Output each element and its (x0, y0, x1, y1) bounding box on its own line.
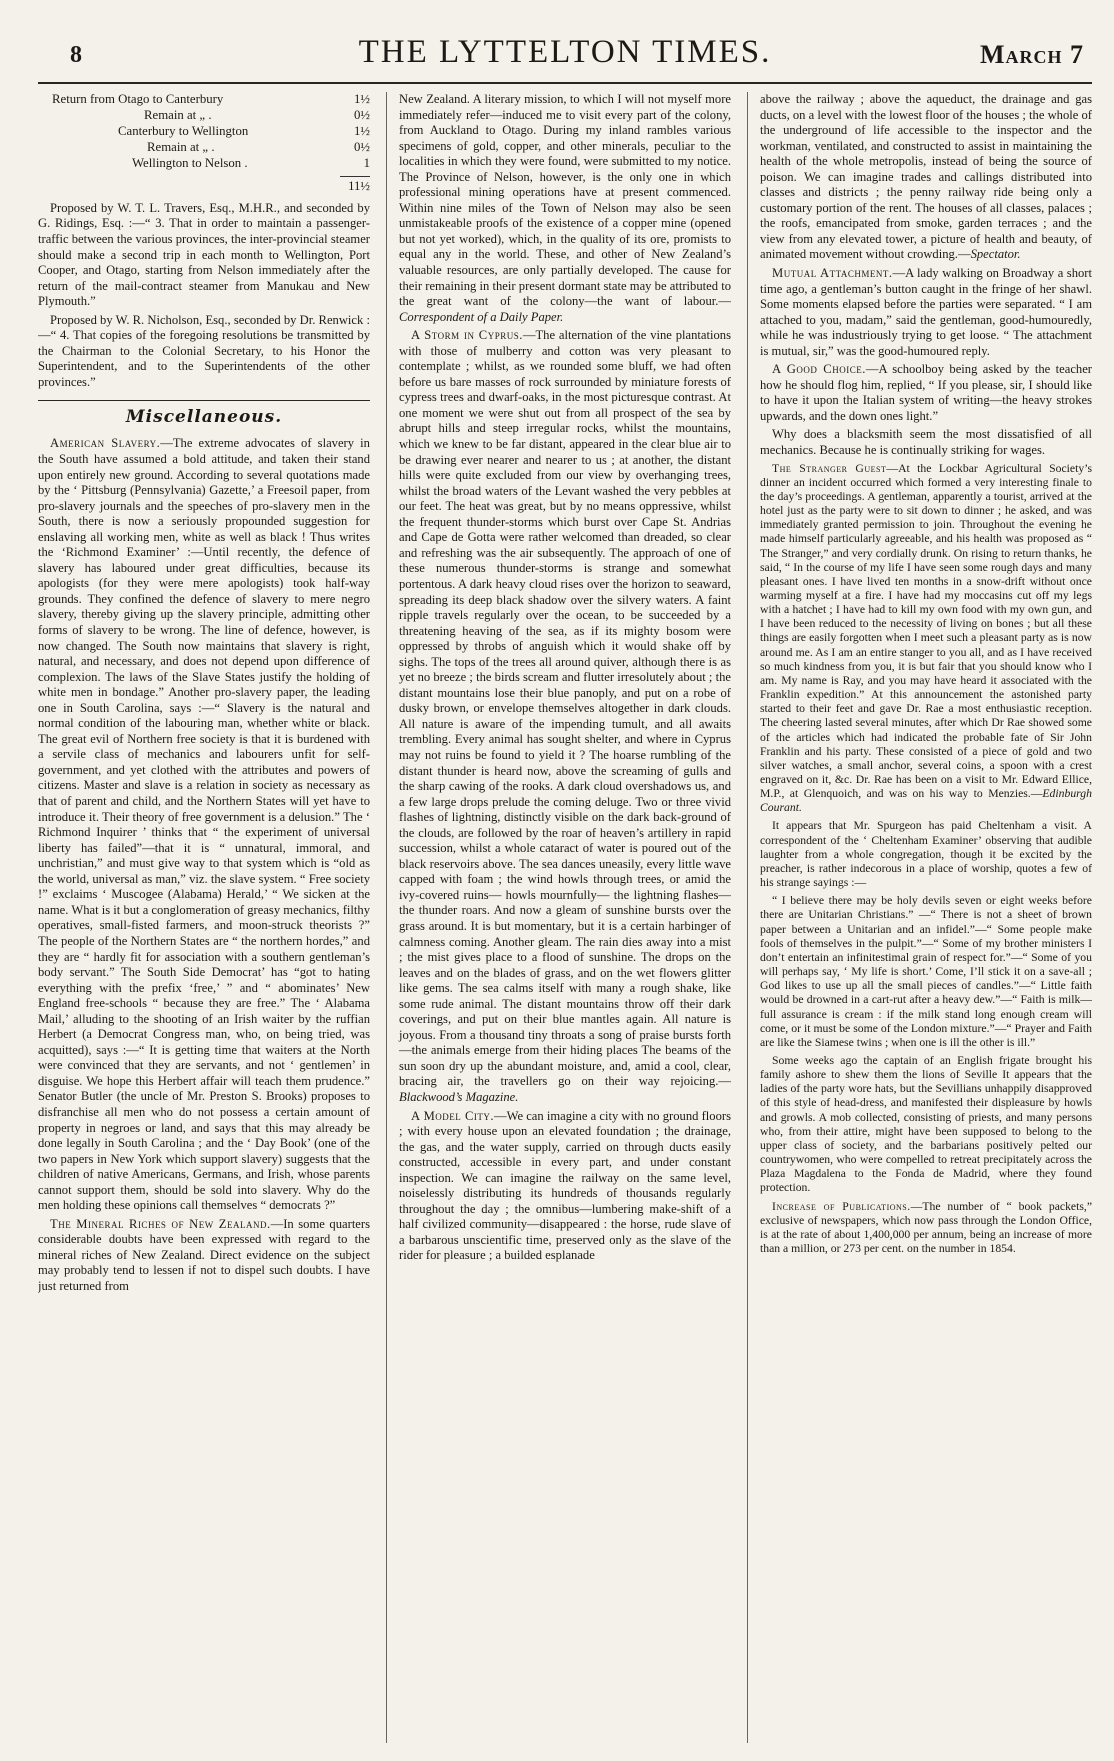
article-heading: American Slavery. (50, 436, 161, 451)
article-body: —The alternation of the vine plantations with those of mulberry and cotton was very pleasant to contemplate ; whilst, as we rounded some bluff, we had often before us bare masses of rock surrounded by miniature forests of cypress trees and dwarf-oaks, in the most picturesque contrast. At one moment we were shut out from all prospect of the sea by abrupt hills and steep irregular rocks, whilst the mountains, which we knew to be far distant, appeared in the clear blue air to be drawing ever nearer and nearer to us ; at another, the distant hills were quite excluded from our view by overhanging trees, whilst the broad waters of the Levant washed the very pebbles at our feet. The heat was great, but by no means oppressive, whilst the frequent thunder-storms which burst over Cape St. Andrias and Cape de Gotta were rather welcomed than dreaded, so clear and refreshing was the air subsequently. The approach of one of these numerous thunder-storms is strange and somewhat portentous. A dark heavy cloud rises over the horizon to seaward, spreading its deep black shadow over the silvery waters. A faint ripple travels regularly over the ocean, to be succeeded by a threatening heaving of the sea, as if its mighty bosom were oppressed by throbs of anguish which it would shake off by sighs. The tops of the trees all around quiver, although there is as yet no breeze ; the birds scream and flutter irresolutely about ; the distant mountains lose their blue panoply, and put on a robe of dusky brown, or envelope themselves altogether in dark clouds. All nature is aware of the impending tumult, and all awaits trembling. Every animal has sought shelter, and where in Cyprus may not ruins be found to yield it ? The hoarse rumbling of the distant thunder is heard now, above the screaming of gulls and the sharp cawing of the rooks. A dark cloud overshadows us, and a few large drops prelude the coming deluge. Two or three vivid flashes of lightning, distinctly visible on the dark back-ground of the clouds, are followed by the roar of heaven’s artillery in rapid succession, whilst a whole cataract of water is poured out of the black reservoirs above. The sea dances uneasily, every little wave capped with foam ; the wind howls through trees, or amid the ivy-covered ruins— howls mournfully— the lightning flashes—the thunder roars. And now a gleam of sunshine bursts over the grass around. It is but momentary, but it is a certain harbinger of calmness coming. Another gleam. The rain dies away into a mist ; the mist gives place to a flood of sunshine. The drops on the leaves and on the blades of grass, and on the wet flowers glitter like gems. The sea calms itself with many a rough shake, like some rude animal. The distant mountains throw off their dark coverings, and put on their blue mantles again. All nature is joyous. From a thousand tiny throats a song of praise bursts forth—the animals emerge from their hiding places The beams of the sun soon dry up the abundant moisture, and, amid a cool, clear, bracing air, the travellers go on their way rejoicing.— (399, 328, 731, 1089)
article-body: above the railway ; above the aqueduct, the drainage and gas ducts, on a level with the lowest floor of the houses ; the whole of the underground of life accessible to the inspector and the workman, ventilated, and constructed to assist in maintaining the health of the whole metropolis, instead of being the source of poison. We can imagine trades and callings distributed into classes and districts ; the penny railway ride being only a customary portion of the rent. The houses of all classes, palaces ; the roofs, emancipated from smoke, garden terraces ; and the view from any elevated tower, a picture of health and beauty, of animated movement without crowding.— (760, 92, 1092, 262)
article-heading: Mutual Attachment. (772, 266, 893, 281)
schedule-days: 0½ (354, 139, 370, 154)
resolution-paragraph: Proposed by W. T. L. Travers, Esq., M.H.R., and seconded by G. Ridings, Esq. :—“ 3. That in order to maintain a passenger-traffic between the various provinces, the inter-provincial steamer should make a second trip in each month to Wellington, Port Cooper, and Otago, starting from Nelson immediately after the return of the mail-contract steamer from Manukau and New Plymouth.” (38, 200, 370, 309)
article-mineral-riches-continued (399, 92, 731, 325)
column-3 (747, 92, 1092, 1743)
article-storm-in-cyprus (399, 328, 731, 1105)
schedule-label: Return from Otago to Canterbury (52, 92, 224, 106)
article-heading: The Stranger Guest (772, 461, 887, 475)
steamer-schedule-table (52, 92, 370, 195)
article-spurgeon-quotes: “ I believe there may be holy devils seven or eight weeks before there are Unitarian Christians.” —“ There is not a sheet of brown paper between a Unitarian and an infidel.”—“ Some people make fools of themselves in the pulpit.”—“ Some of my brother ministers I don’t entertain an infinitestimal grain of respect for.”—“ Some of you will perhaps say, ‘ My life is short.’ Come, I’ll stick it on a save-all ; God likes to use up all the small pieces of candles.”—“ Little faith would be drowned in a cart-rut after a heavy dew.”—“ Faith is milk—full assurance is cream : if the milk stand long enough cream will come, or it must be some of the London mixture.”—“ Prayer and Faith are like the Siamese twins ; when one is ill the other is ill.” (760, 894, 1092, 1049)
newspaper-title: THE LYTTELTON TIMES. (358, 34, 772, 70)
article-model-city-continued (760, 92, 1092, 263)
schedule-row (52, 156, 370, 172)
schedule-days: 1 (363, 155, 370, 170)
schedule-row (52, 124, 370, 140)
schedule-days: 1½ (354, 123, 370, 138)
article-heading: Increase of Publications. (772, 1199, 911, 1213)
masthead-rule (38, 82, 1092, 84)
article-body: —The number of “ book packets,” exclusive of newspapers, which now pass through the London Office, is at the rate of about 1,400,000 per annum, being an increase of more than a million, or 273 per cent. on the number in 1854. (760, 1199, 1092, 1256)
schedule-row (52, 108, 370, 124)
article-good-choice (760, 362, 1092, 424)
article-body: —A schoolboy being asked by the teacher how he should flog him, replied, “ If you please, sir, I should like to have it upon the Italian system of writing—the heavy strokes upwards, and the down ones light.” (760, 362, 1092, 423)
article-body: New Zealand. A literary mission, to which I will not myself more immediately refer—induced me to visit every part of the colony, from Auckland to Otago. During my inland rambles various specimens of gold, copper, and other minerals, peculiar to the localities in which they were found, were submitted to my notice. The Province of Nelson, however, is the only one in which professional mining operations have at present commenced. Within nine miles of the Town of Nelson may also be seen unmistakeable proofs of the existence of a copper mine (opened but not yet worked), which, in the quality of its ore, promists to equal any in the world. These, and other of New Zealand’s valuable resources, are only partially developed. The cause for their remaining in their present dormant state may be attributed to the great want of the colony—the want of labour.— (399, 92, 731, 309)
article-heading: A Good Choice. (772, 362, 866, 377)
article-increase-publications (760, 1200, 1092, 1257)
issue-date: March 7 (979, 40, 1084, 69)
article-source: Correspondent of a Daily Paper. (399, 309, 564, 324)
article-body: —We can imagine a city with no ground floors ; with every house upon an elevated foundation ; the drainage, the gas, and the water supply, carried on through ducts easily constructed, accessible in every part, and under constant inspection. We can imagine the railway on the same level, noiselessly distributing its hundreds of thousands regularly throughout the day ; the omnibus—lumbering make-shift of a half civilized community—disappeared : the horse, rude slave of a barbarous unscientific time, preserved only as the slave of the rider for pleasure ; a builded esplanade (399, 1108, 731, 1263)
schedule-days: 0½ (354, 107, 370, 122)
article-heading: A Storm in Cyprus. (411, 328, 523, 343)
article-stranger-guest (760, 462, 1092, 816)
article-body: —In some quarters considerable doubts have been expressed with regard to the mineral riches of New Zealand. Direct evidence on the subject may probably tend to lessen if not to dispel such doubts. I have just returned from (38, 1216, 370, 1293)
article-seville: Some weeks ago the captain of an English frigate brought his family ashore to shew them the lions of Seville It appears that the ladies of the party wore hats, but the Sevillians unhappily disapproved of this style of head-dress, and manifested their displeasure by howls and growls. A mob collected, consisting of priests, and many persons who, from their attire, might have been supposed to belong to the upper class of society, and the barbarians positively pelted our countrywomen, who were compelled to retreat precipitately across the Plaza Magdalena to the Fonda de Madrid, where they found protection. (760, 1053, 1092, 1195)
masthead (38, 30, 1092, 78)
article-source: Blackwood’s Magazine. (399, 1090, 519, 1104)
schedule-row (52, 92, 370, 108)
article-mineral-riches (38, 1217, 370, 1295)
article-blacksmith: Why does a blacksmith seem the most dissatisfied of all mechanics. Because he is continually striking for wages. (760, 427, 1092, 458)
article-body: —At the Lockbar Agricultural Society’s dinner an incident occurred which formed a very interesting finale to the day’s proceedings. A gentleman, apparently a tourist, arrived at the hotel just as the party were to sit down to dinner ; he asked, and was immediately granted permission to join. Throughout the evening he made himself particularly agreeable, and his health was proposed as “ The Stranger,” and very cordially drunk. On rising to return thanks, he said, “ In the course of my life I have seen some rough days and many pleasant ones. I have lived ten months in a snow-drift without once warming myself at a fire. I have had my moccasins cut off my legs with a hatchet ; I have had to kill my own food with my own gun, and I have been reduced to the necessity of living on bones ; but all these things are easily forgotten when I meet such a pleasant party as is now around me. As I am an entire stanger to you all, and as I have received so much kindness from you, it is but fair that you should know who I am. My name is Ray, and you may have heard it associated with the Franklin expedition.” At this announcement the astonished party started to their feet and gave Dr. Rae a most enthusiastic reception. The cheering lasted several minutes, after which Dr Rae showed some of the articles which had indicated the probable fate of Sir John Franklin and his party. These consisted of a piece of gold and two silver watches, a small anchor, several coins, a spoon with a crest engraved on it, &c. Dr. Rae has been on a visit to Mr. Edward Ellice, M.P., at Glenquoich, and was on his way to Menzies.— (760, 461, 1092, 801)
article-source: Edinburgh Courant. (760, 787, 1092, 815)
article-body: —A lady walking on Broadway a short time ago, a gentleman’s button caught in the fringe of her shawl. Some moments elapsed before the parties were separated. “ I am attached to you, madam,” said the gentleman, good-humouredly, while he was industriously trying to get loose. “ The attachment is mutual, sir,” was the good-humoured reply. (760, 266, 1092, 358)
article-spurgeon: It appears that Mr. Spurgeon has paid Cheltenham a visit. A correspondent of the ‘ Cheltenham Examiner’ observing that audible laughter from a whole congregation, though it be excited by the preacher, is rather indecorous in a place of worship, quotes a few of his strange sayings :— (760, 819, 1092, 890)
schedule-total: 11½ (340, 176, 370, 195)
article-source: Spectator. (970, 247, 1021, 262)
schedule-label: Remain at „ . (144, 107, 212, 122)
column-2 (386, 92, 731, 1743)
page-number: 8 (70, 42, 82, 68)
section-heading: Miscellaneous. (125, 407, 283, 428)
article-heading: The Mineral Riches of New Zealand. (50, 1216, 271, 1231)
schedule-label: Wellington to Nelson . (132, 155, 248, 170)
section-divider (38, 400, 370, 401)
schedule-label: Remain at „ . (147, 139, 215, 154)
schedule-row (52, 140, 370, 156)
column-1 (38, 92, 370, 1743)
columns (38, 92, 1092, 1743)
small-print-block (760, 462, 1092, 1257)
article-american-slavery (38, 436, 370, 1213)
article-heading: A Model City. (411, 1108, 494, 1123)
schedule-label: Canterbury to Wellington (118, 123, 249, 138)
article-mutual-attachment (760, 266, 1092, 359)
article-model-city (399, 1109, 731, 1264)
article-body: —The extreme advocates of slavery in the South have assumed a bold attitude, and taken their stand upon entirely new ground. According to several quotations made by the ‘ Pittsburg (Pennsylvania) Gazette,’ a Freesoil paper, from pro-slavery journals and the speeches of pro-slavery men in the South, there is now a seriously propounded suggestion for enslaving all working men, white as well as black ! Thus writes the ‘Richmond Examiner’ :—Until recently, the defence of slavery has laboured under great difficulties, because its apologists (for they were mere apologists) took half-way grounds. They confined the defence of slavery to mere negro slavery, thereby giving up the slavery principle, admitting other forms of slavery to be wrong. The line of defence, however, is now changed. The South now maintains that slavery is right, natural, and necessary, and does not depend upon difference of complexion. The laws of the Slave States justify the holding of white men in bondage.” Another pro-slavery paper, the leading one in South Carolina, says :—“ Slavery is the natural and normal condition of the labouring man, whether white or black. The great evil of Northern free society is that it is burdened with a servile class of mechanics and labourers unfit for self-government, and yet clothed with the attributes and powers of citizens. Master and slave is a relation in society as necessary as that of parent and child, and the Northern States will yet have to introduce it. Their theory of free government is a delusion.” The ‘ Richmond Inquirer ’ thinks that “ the experiment of universal liberty has failed”—that it is “ unnatural, immoral, and unchristian,” and must give way to that system which is “old as the world, universal as man,” viz. the slave system. “ Free society !” exclaims ‘ Muscogee (Alabama) Herald,’ “ We sicken at the name. What is it but a conglomeration of greasy mechanics, filthy operatives, small-fisted farmers, and moon-struck theorists ?” The people of the Northern States are “ the northern hordes,” and they are “ hardly fit for association with a southern gentleman’s body servant.” The South Side Democrat’ has “got to hating everything with the prefix ‘free,’ ” and “ abominates’ New England free-schools “ because they are free.” The ‘ Alabama Mail,’ alluding to the shooting of an Irish waiter by the ruffian Herbert (a Democrat Congress man, who, on being tried, was acquitted), says :—“ It is getting time that waiters at the North were convinced that they are servants, and not ‘ gentlemen’ in disguise. We hope this Herbert affair will teach them prudence.” Senator Butler (the uncle of Mr. Preston S. Brooks) proposes to disfranchise all men who do not possess a certain amount of property in negroes or land, and says that this may already be done legally in South Carolina ; and the ‘ Day Book’ (one of the two papers in New York which support slavery) suggests that the children of native Americans, Germans, and Irish, whose parents cannot support them, should be sold into slavery. Why do the men holding these opinions call themselves “ democrats ?” (38, 436, 370, 1213)
schedule-days: 1½ (354, 92, 370, 106)
resolution-paragraph: Proposed by W. R. Nicholson, Esq., seconded by Dr. Renwick :—“ 4. That copies of the foregoing resolutions be transmitted by the Chairman to the Colonial Secretary, to his Honor the Superintendent, and to the Superintendents of the other provinces.” (38, 312, 370, 389)
